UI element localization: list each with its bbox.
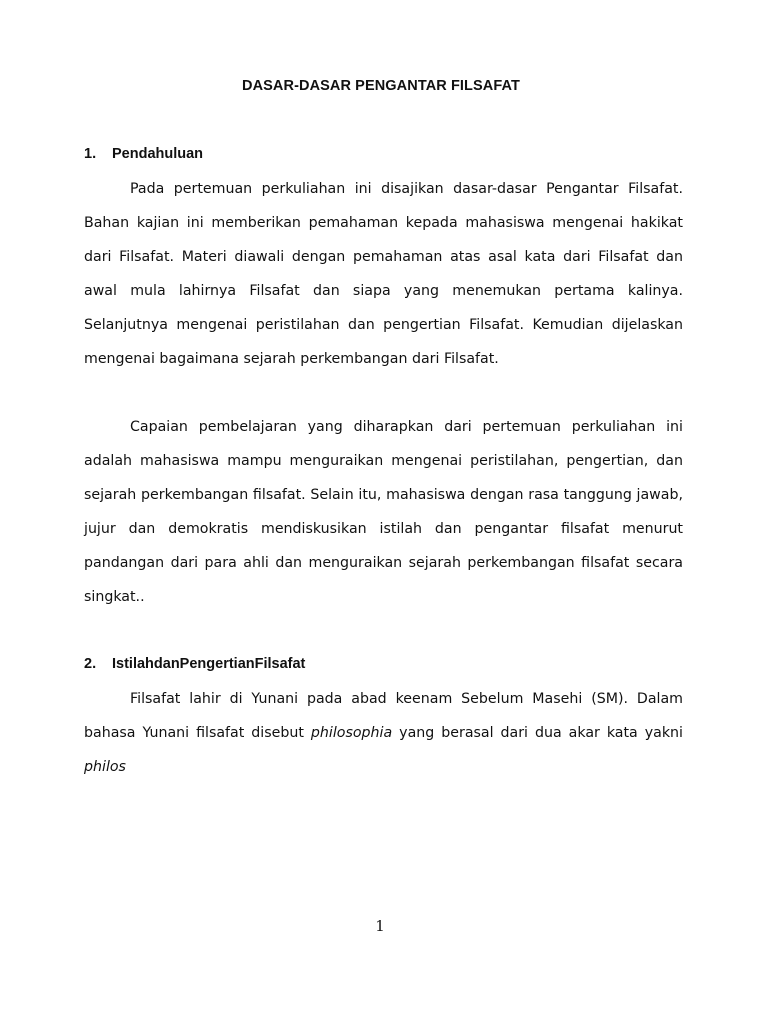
section-2-text-2: yang berasal dari dua akar kata yakni [392, 725, 683, 741]
section-2-text-1: Filsafat lahir di Yunani pada abad keenam Sebelum Masehi (SM). Dalam bahasa Yunani filsafat disebut [84, 691, 683, 741]
section-1-heading [84, 146, 203, 162]
section-1-paragraph-2: Capaian pembelajaran yang diharapkan dari pertemuan perkuliahan ini adalah mahasiswa mampu menguraikan mengenai peristilahan, pengertian, dan sejarah perkembangan filsafat. Selain itu, mahasiswa dengan rasa tanggung jawab, jujur dan demokratis mendiskusikan istilah dan pengantar filsafat menurut pandangan dari para ahli dan menguraikan sejarah perkembangan filsafat secara singkat.. [84, 419, 683, 605]
section-1-title: Pendahuluan [112, 146, 204, 162]
section-2-title: IstilahdanPengertianFilsafat [112, 656, 306, 672]
document-title: DASAR-DASAR PENGANTAR FILSAFAT [242, 78, 520, 94]
section-1-number: 1. [84, 146, 97, 162]
section-2-number: 2. [84, 656, 97, 672]
page-number: 1 [375, 917, 385, 935]
section-2-italic-philos: philos [84, 759, 126, 775]
section-2-paragraph [84, 682, 683, 784]
section-2-italic-philosophia: philosophia [310, 725, 393, 741]
section-2-heading [84, 656, 305, 672]
section-1-paragraph-1: Pada pertemuan perkuliahan ini disajikan dasar-dasar Pengantar Filsafat. Bahan kajian ini memberikan pemahaman kepada mahasiswa mengenai hakikat dari Filsafat. Materi diawali dengan pemahaman atas asal kata dari Filsafat dan awal mula lahirnya Filsafat dan siapa yang menemukan pertama kalinya. Selanjutnya mengenai peristilahan dan pengertian Filsafat. Kemudian dijelaskan mengenai bagaimana sejarah perkembangan dari Filsafat. [84, 181, 683, 367]
